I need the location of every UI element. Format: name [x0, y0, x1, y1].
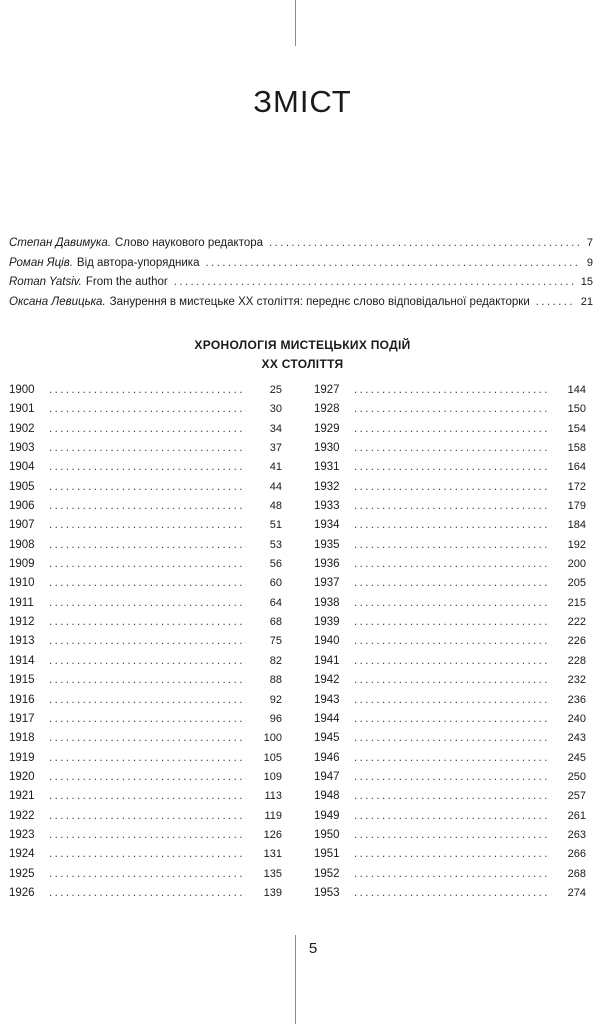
- chronology-row[interactable]: [314, 845, 586, 864]
- chronology-page: 268: [567, 867, 586, 880]
- page-title: ЗМІСТ: [253, 84, 352, 119]
- chronology-page: 274: [567, 886, 586, 899]
- chronology-row[interactable]: [314, 516, 586, 535]
- chronology-page: 126: [263, 828, 282, 841]
- dot-leader: [49, 865, 246, 884]
- chronology-year: 1902: [9, 422, 35, 435]
- page-number: 5: [308, 940, 318, 957]
- chronology-page: 92: [269, 693, 282, 706]
- chronology-year: 1915: [9, 674, 35, 687]
- chronology-row[interactable]: [314, 826, 586, 845]
- dot-leader: [49, 749, 246, 768]
- toc-entry[interactable]: [9, 234, 593, 254]
- chronology-year: 1918: [9, 732, 35, 745]
- dot-leader: [269, 234, 581, 254]
- chronology-year: 1914: [9, 654, 35, 667]
- dot-leader: [49, 420, 246, 439]
- chronology-row[interactable]: [9, 884, 282, 903]
- chronology-row[interactable]: [9, 807, 282, 826]
- chronology-year: 1910: [9, 577, 35, 590]
- chronology-heading-line1: ХРОНОЛОГІЯ МИСТЕЦЬКИХ ПОДІЙ: [194, 338, 411, 352]
- toc-entry-title: Слово наукового редактора: [114, 237, 264, 249]
- chronology-year: 1942: [314, 674, 340, 687]
- toc-entry-author: Роман Яців.: [9, 256, 73, 269]
- chronology-page: 25: [269, 384, 282, 396]
- chronology-row[interactable]: [314, 594, 586, 613]
- top-divider-line: [295, 0, 296, 46]
- chronology-year: 1917: [9, 712, 35, 725]
- chronology-year: 1941: [314, 654, 340, 667]
- chronology-row[interactable]: [9, 652, 282, 671]
- toc-entry[interactable]: [9, 293, 593, 313]
- chronology-row[interactable]: [314, 400, 586, 419]
- chronology-year: 1927: [314, 384, 340, 396]
- chronology-row[interactable]: [9, 613, 282, 632]
- chronology-page: 257: [567, 790, 586, 803]
- dot-leader: [49, 884, 246, 903]
- chronology-year: 1939: [314, 616, 340, 629]
- chronology-year: 1919: [9, 751, 35, 764]
- chronology-year: 1928: [314, 403, 340, 416]
- chronology-page: 139: [263, 886, 282, 899]
- chronology-page: 266: [567, 848, 586, 861]
- chronology-page: 48: [269, 500, 282, 513]
- chronology-year: 1907: [9, 519, 35, 532]
- dot-leader: [49, 845, 246, 864]
- dot-leader: [49, 381, 246, 400]
- chronology-row[interactable]: [314, 749, 586, 768]
- chronology-page: 222: [567, 616, 586, 629]
- dot-leader: [206, 254, 581, 274]
- chronology-year: 1934: [314, 519, 340, 532]
- dot-leader: [354, 555, 550, 574]
- dot-leader: [49, 613, 246, 632]
- chronology-page: 154: [567, 422, 586, 435]
- chronology-page: 240: [567, 712, 586, 725]
- chronology-year: 1943: [314, 693, 340, 706]
- chronology-heading: [0, 336, 605, 374]
- dot-leader: [49, 826, 246, 845]
- chronology-page: 56: [269, 558, 282, 571]
- chronology-row[interactable]: [9, 632, 282, 651]
- toc-entry-page: 9: [586, 256, 593, 269]
- chronology-year: 1953: [314, 886, 340, 899]
- dot-leader: [354, 594, 550, 613]
- chronology-page: 226: [567, 635, 586, 648]
- chronology-year: 1947: [314, 770, 340, 783]
- toc-entry-title: Від автора-упорядника: [76, 256, 200, 269]
- toc-entry[interactable]: [9, 273, 593, 293]
- chronology-year: 1903: [9, 442, 35, 455]
- chronology-row[interactable]: [314, 478, 586, 497]
- chronology-row[interactable]: [9, 710, 282, 729]
- chronology-page: 51: [269, 519, 282, 532]
- dot-leader: [354, 478, 550, 497]
- chronology-page: 144: [567, 384, 586, 396]
- dot-leader: [49, 691, 246, 710]
- chronology-row[interactable]: [314, 381, 586, 400]
- dot-leader: [49, 729, 246, 748]
- chronology-year: 1905: [9, 480, 35, 493]
- dot-leader: [354, 632, 550, 651]
- chronology-year: 1912: [9, 616, 35, 629]
- chronology-page: 68: [269, 616, 282, 629]
- chronology-row[interactable]: [314, 884, 586, 903]
- chronology-row[interactable]: [9, 574, 282, 593]
- chronology-year: 1913: [9, 635, 35, 648]
- chronology-row[interactable]: [314, 787, 586, 806]
- toc-entry-author: Оксана Левицька.: [9, 295, 106, 308]
- chronology-row[interactable]: [9, 458, 282, 477]
- chronology-row[interactable]: [314, 768, 586, 787]
- chronology-year: 1904: [9, 461, 35, 474]
- chronology-page: 192: [567, 538, 586, 551]
- dot-leader: [354, 787, 550, 806]
- chronology-year: 1930: [314, 442, 340, 455]
- chronology-year: 1933: [314, 500, 340, 513]
- chronology-row[interactable]: [9, 536, 282, 555]
- dot-leader: [354, 439, 550, 458]
- dot-leader: [354, 671, 550, 690]
- dot-leader: [354, 381, 550, 400]
- toc-entry-author: Roman Yatsiv.: [9, 276, 82, 288]
- dot-leader: [354, 613, 550, 632]
- chronology-page: 113: [264, 790, 282, 803]
- chronology-row[interactable]: [9, 420, 282, 439]
- chronology-row[interactable]: [314, 807, 586, 826]
- chronology-year: 1923: [9, 828, 35, 841]
- dot-leader: [354, 710, 550, 729]
- chronology-year: 1921: [9, 790, 35, 803]
- toc-entry[interactable]: [9, 254, 593, 274]
- chronology-page: 53: [269, 538, 282, 551]
- chronology-row[interactable]: [9, 729, 282, 748]
- chronology-year: 1920: [9, 770, 35, 783]
- chronology-page: 100: [263, 732, 282, 745]
- chronology-row[interactable]: [314, 710, 586, 729]
- dot-leader: [354, 807, 550, 826]
- chronology-page: 184: [567, 519, 586, 532]
- chronology-year: 1901: [9, 403, 35, 416]
- chronology-page: 236: [567, 693, 586, 706]
- chronology-row[interactable]: [9, 749, 282, 768]
- chronology-page: 64: [269, 596, 282, 609]
- toc-entry-page: 15: [580, 276, 593, 288]
- chronology-year: 1951: [314, 848, 340, 861]
- chronology-page: 245: [567, 751, 586, 764]
- chronology-row[interactable]: [9, 865, 282, 884]
- chronology-year: 1909: [9, 558, 35, 571]
- chronology-row[interactable]: [314, 691, 586, 710]
- dot-leader: [354, 884, 550, 903]
- dot-leader: [174, 273, 575, 293]
- chronology-year: 1938: [314, 596, 340, 609]
- toc-entry-author: Степан Давимука.: [9, 237, 111, 249]
- dot-leader: [49, 632, 246, 651]
- toc-entry-title: From the author: [85, 276, 168, 288]
- chronology-year: 1924: [9, 848, 35, 861]
- chronology-year: 1916: [9, 693, 35, 706]
- chronology-page: 75: [269, 635, 282, 648]
- chronology-page: 131: [263, 848, 282, 861]
- chronology-year: 1937: [314, 577, 340, 590]
- dot-leader: [49, 439, 246, 458]
- chronology-row[interactable]: [314, 865, 586, 884]
- dot-leader: [354, 574, 550, 593]
- chronology-row[interactable]: [314, 613, 586, 632]
- chronology-page: 200: [567, 558, 586, 571]
- chronology-row[interactable]: [9, 845, 282, 864]
- toc-entry-page: 7: [586, 237, 593, 249]
- chronology-row[interactable]: [9, 671, 282, 690]
- dot-leader: [354, 652, 550, 671]
- chronology-row[interactable]: [314, 671, 586, 690]
- dot-leader: [354, 768, 550, 787]
- chronology-row[interactable]: [9, 826, 282, 845]
- chronology-row[interactable]: [9, 478, 282, 497]
- chronology-row[interactable]: [314, 729, 586, 748]
- dot-leader: [49, 574, 246, 593]
- chronology-page: 88: [269, 674, 282, 687]
- chronology-row[interactable]: [9, 768, 282, 787]
- dot-leader: [49, 594, 246, 613]
- chronology-row[interactable]: [314, 632, 586, 651]
- chronology-page: 119: [264, 809, 282, 822]
- chronology-page: 263: [567, 828, 586, 841]
- dot-leader: [49, 555, 246, 574]
- chronology-page: 179: [567, 500, 586, 513]
- chronology-page: 34: [269, 422, 282, 435]
- chronology-year: 1950: [314, 828, 340, 841]
- dot-leader: [49, 478, 246, 497]
- chronology-year: 1945: [314, 732, 340, 745]
- chronology-page: 96: [269, 712, 282, 725]
- chronology-page: 135: [263, 867, 282, 880]
- chronology-page: 164: [567, 461, 586, 474]
- chronology-page: 250: [567, 770, 586, 783]
- chronology-row[interactable]: [314, 458, 586, 477]
- chronology-year: 1929: [314, 422, 340, 435]
- chronology-page: 109: [263, 770, 282, 783]
- chronology-row[interactable]: [314, 574, 586, 593]
- chronology-year: 1911: [9, 596, 34, 609]
- intro-toc-list: [9, 234, 593, 312]
- dot-leader: [49, 536, 246, 555]
- chronology-page: 232: [567, 674, 586, 687]
- dot-leader: [354, 729, 550, 748]
- chronology-right-column: [314, 381, 586, 903]
- chronology-row[interactable]: [314, 536, 586, 555]
- dot-leader: [354, 749, 550, 768]
- chronology-page: 172: [567, 480, 586, 493]
- chronology-page: 60: [269, 577, 282, 590]
- chronology-year: 1952: [314, 867, 340, 880]
- chronology-row[interactable]: [314, 555, 586, 574]
- dot-leader: [354, 516, 550, 535]
- dot-leader: [49, 652, 246, 671]
- chronology-row[interactable]: [314, 439, 586, 458]
- dot-leader: [49, 710, 246, 729]
- chronology-year: 1922: [9, 809, 35, 822]
- chronology-row[interactable]: [9, 594, 282, 613]
- chronology-page: 261: [567, 809, 586, 822]
- dot-leader: [49, 807, 246, 826]
- chronology-heading-line2: ХХ СТОЛІТТЯ: [261, 357, 344, 371]
- dot-leader: [354, 826, 550, 845]
- chronology-year: 1931: [314, 461, 340, 474]
- chronology-row[interactable]: [9, 381, 282, 400]
- chronology-row[interactable]: [314, 652, 586, 671]
- chronology-row[interactable]: [9, 439, 282, 458]
- chronology-row[interactable]: [9, 516, 282, 535]
- chronology-page: 82: [269, 654, 282, 667]
- dot-leader: [354, 400, 550, 419]
- toc-entry-page: 21: [580, 295, 593, 308]
- chronology-page: 205: [567, 577, 586, 590]
- chronology-page: 215: [567, 596, 586, 609]
- chronology-page: 158: [567, 442, 586, 455]
- chronology-row[interactable]: [9, 497, 282, 516]
- chronology-year: 1940: [314, 635, 340, 648]
- dot-leader: [354, 420, 550, 439]
- chronology-year: 1926: [9, 886, 35, 899]
- chronology-year: 1935: [314, 538, 340, 551]
- dot-leader: [354, 845, 550, 864]
- chronology-page: 37: [269, 442, 282, 455]
- dot-leader: [354, 497, 550, 516]
- chronology-year: 1936: [314, 558, 340, 571]
- dot-leader: [49, 516, 246, 535]
- dot-leader: [536, 293, 575, 313]
- chronology-page: 105: [263, 751, 282, 764]
- chronology-year: 1900: [9, 384, 35, 396]
- chronology-page: 150: [567, 403, 586, 416]
- chronology-row[interactable]: [9, 787, 282, 806]
- chronology-year: 1906: [9, 500, 35, 513]
- chronology-year: 1932: [314, 480, 340, 493]
- chronology-year: 1925: [9, 867, 35, 880]
- chronology-year: 1944: [314, 712, 340, 725]
- dot-leader: [49, 671, 246, 690]
- toc-entry-title: Занурення в мистецьке ХХ століття: переднє слово відповідальної редакторки: [109, 295, 530, 308]
- chronology-row[interactable]: [9, 400, 282, 419]
- dot-leader: [354, 458, 550, 477]
- chronology-page: 243: [567, 732, 586, 745]
- dot-leader: [49, 458, 246, 477]
- dot-leader: [49, 787, 246, 806]
- dot-leader: [354, 536, 550, 555]
- chronology-row[interactable]: [314, 420, 586, 439]
- chronology-row[interactable]: [314, 497, 586, 516]
- chronology-page: 44: [269, 480, 282, 493]
- dot-leader: [49, 400, 246, 419]
- chronology-left-column: [9, 381, 282, 903]
- chronology-year: 1949: [314, 809, 340, 822]
- dot-leader: [354, 691, 550, 710]
- dot-leader: [354, 865, 550, 884]
- dot-leader: [49, 768, 246, 787]
- chronology-page: 30: [269, 403, 282, 416]
- chronology-year: 1946: [314, 751, 340, 764]
- chronology-page: 228: [567, 654, 586, 667]
- chronology-year: 1948: [314, 790, 340, 803]
- chronology-row[interactable]: [9, 691, 282, 710]
- chronology-year: 1908: [9, 538, 35, 551]
- dot-leader: [49, 497, 246, 516]
- chronology-page: 41: [269, 461, 282, 474]
- chronology-row[interactable]: [9, 555, 282, 574]
